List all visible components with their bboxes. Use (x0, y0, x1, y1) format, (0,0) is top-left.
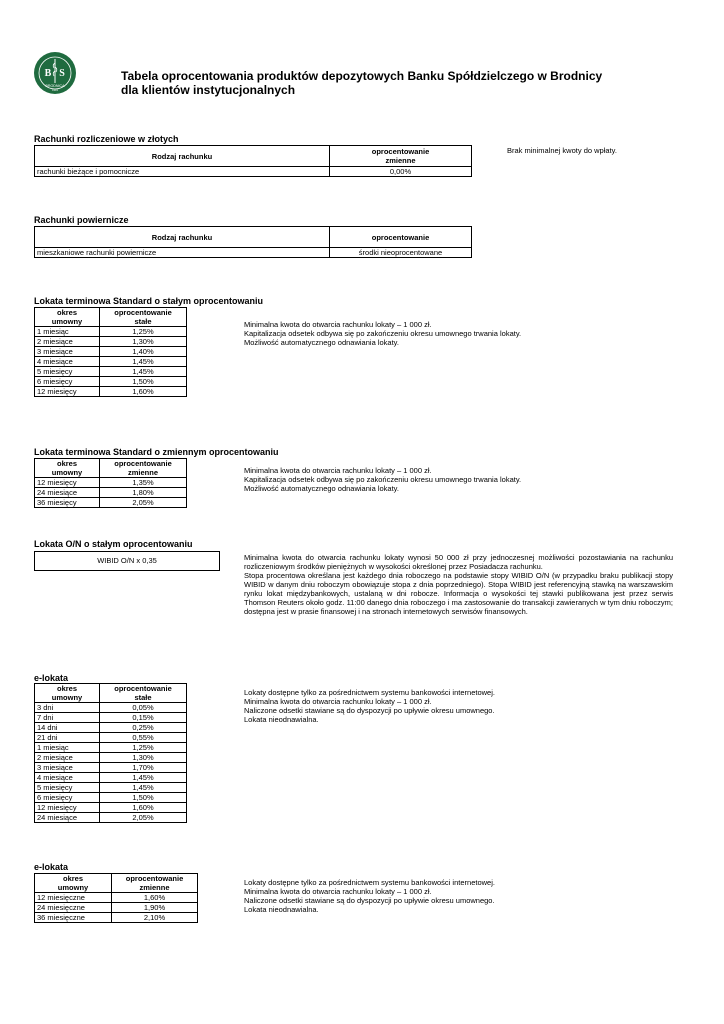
cell-okres: 7 dni (35, 713, 100, 723)
cell-okres: 1 miesiąc (35, 743, 100, 753)
cell-rate: 1,60% (112, 893, 198, 903)
cell-rate: 1,35% (100, 478, 187, 488)
note-line: Kapitalizacja odsetek odbywa się po zakończeniu okresu umownego trwania lokaty. (244, 475, 522, 484)
table-row (35, 478, 187, 488)
row-value: 0,00% (330, 167, 472, 177)
table-row (35, 377, 187, 387)
table-standard-zmienny (34, 458, 187, 508)
row-value: środki nieoprocentowane (330, 248, 472, 258)
page-title-line-2: dla klientów instytucjonalnych (121, 83, 296, 97)
table-row (35, 703, 187, 713)
cell-okres: 3 dni (35, 703, 100, 713)
col-header-rate-line2: stałe (134, 317, 152, 326)
cell-rate: 0,25% (100, 723, 187, 733)
logo-letter-s: S (59, 68, 65, 79)
logo-letter-b: B (44, 68, 52, 79)
notes-elokata-2 (244, 878, 495, 914)
table-row (35, 327, 187, 337)
note-line: Możliwość automatycznego odnawiania lokaty. (244, 338, 399, 347)
note-rozliczeniowe: Brak minimalnej kwoty do wpłaty. (507, 146, 617, 155)
row-label: mieszkaniowe rachunki powiernicze (35, 248, 330, 258)
notes-elokata-1 (244, 688, 495, 724)
cell-rate: 1,30% (100, 753, 187, 763)
cell-rate: 1,45% (100, 773, 187, 783)
col-header-okres (35, 459, 100, 478)
note-line: Lokaty dostępne tylko za pośrednictwem systemu bankowości internetowej. (244, 688, 495, 697)
table-row (35, 248, 472, 258)
notes-standard-staly (244, 320, 521, 347)
table-elokata-1 (34, 683, 187, 823)
cell-rate: 1,80% (100, 488, 187, 498)
cell-rate: 1,45% (100, 783, 187, 793)
col-header-okres-line2: umowny (51, 468, 83, 477)
cell-okres: 12 miesięcy (35, 803, 100, 813)
note-line: Kapitalizacja odsetek odbywa się po zakończeniu okresu umownego trwania lokaty. (244, 329, 522, 338)
col-header-rate (100, 684, 187, 703)
note-line: Lokata nieodnawialna. (244, 905, 319, 914)
cell-okres: 6 miesięcy (35, 377, 100, 387)
col-header-okres (35, 308, 100, 327)
section-title-elokata-2: e-lokata (34, 862, 69, 872)
col-header-oprocentowanie (330, 146, 472, 167)
cell-rate: 1,60% (100, 803, 187, 813)
notes-standard-zmienny (244, 466, 521, 493)
col-header-oprocentowanie: oprocentowanie (330, 227, 472, 248)
cell-rate: 1,70% (100, 763, 187, 773)
table-row (35, 763, 187, 773)
cell-okres: 12 miesięcy (35, 478, 100, 488)
section-title-standard-zmienny: Lokata terminowa Standard o zmiennym oprocentowaniu (34, 447, 279, 457)
col-header-rodzaj: Rodzaj rachunku (35, 227, 330, 248)
col-header-rate-line2: zmienne (127, 468, 158, 477)
table-row (35, 337, 187, 347)
cell-okres: 12 miesięczne (35, 893, 112, 903)
cell-okres: 12 miesięcy (35, 387, 100, 397)
col-header-okres-line1: okres (56, 684, 77, 693)
section-title-elokata-1: e-lokata (34, 673, 69, 683)
col-header-rate-line1: oprocentowanie (114, 308, 172, 317)
cell-okres: 5 miesięcy (35, 367, 100, 377)
note-line: Lokata nieodnawialna. (244, 715, 319, 724)
table-row (35, 723, 187, 733)
cell-okres: 2 miesiące (35, 753, 100, 763)
col-header-rodzaj: Rodzaj rachunku (35, 146, 330, 167)
cell-okres: 14 dni (35, 723, 100, 733)
table-row (35, 733, 187, 743)
cell-okres: 4 miesiące (35, 773, 100, 783)
note-line: Minimalna kwota do otwarcia rachunku lokaty – 1 000 zł. (244, 697, 432, 706)
table-row (35, 783, 187, 793)
table-row (35, 903, 198, 913)
col-header-okres-line2: umowny (51, 693, 83, 702)
table-rozliczeniowe (34, 145, 472, 177)
table-row (35, 753, 187, 763)
table-elokata-2 (34, 873, 198, 923)
notes-on (244, 553, 673, 616)
col-header-oprocentowanie-line1: oprocentowanie (371, 147, 430, 156)
cell-rate: 2,10% (112, 913, 198, 923)
cell-rate: 1,45% (100, 357, 187, 367)
cell-okres: 24 miesięczne (35, 903, 112, 913)
table-row (35, 498, 187, 508)
section-title-standard-staly: Lokata terminowa Standard o stałym oprocentowaniu (34, 296, 264, 306)
col-header-rate (112, 874, 198, 893)
col-header-rate (100, 459, 187, 478)
page-title (121, 69, 602, 97)
table-row (35, 893, 198, 903)
cell-okres: 1 miesiąc (35, 327, 100, 337)
cell-okres: 36 miesięczne (35, 913, 112, 923)
table-row (35, 387, 187, 397)
note-line: Możliwość automatycznego odnawiania lokaty. (244, 484, 399, 493)
cell-rate: 0,05% (100, 703, 187, 713)
table-row (35, 773, 187, 783)
section-title-powiernicze: Rachunki powiernicze (34, 215, 129, 225)
cell-rate: 1,50% (100, 793, 187, 803)
table-body (35, 703, 187, 823)
cell-rate: 1,25% (100, 743, 187, 753)
cell-rate: 0,15% (100, 713, 187, 723)
table-row (35, 713, 187, 723)
table-standard-staly (34, 307, 187, 397)
table-row (35, 793, 187, 803)
table-row (35, 357, 187, 367)
table-row (35, 743, 187, 753)
bank-logo (33, 51, 77, 95)
note-line: Minimalna kwota do otwarcia rachunku lokaty – 1 000 zł. (244, 320, 432, 329)
table-row (35, 913, 198, 923)
col-header-okres-line2: umowny (51, 317, 83, 326)
col-header-okres (35, 684, 100, 703)
col-header-oprocentowanie-line2: zmienne (385, 156, 416, 165)
col-header-okres-line1: okres (56, 459, 77, 468)
cell-okres: 24 miesiące (35, 813, 100, 823)
cell-okres: 21 dni (35, 733, 100, 743)
wibid-box: WIBID O/N x 0,35 (34, 551, 220, 571)
cell-rate: 1,40% (100, 347, 187, 357)
section-title-on: Lokata O/N o stałym oprocentowaniu (34, 539, 193, 549)
table-row (35, 488, 187, 498)
col-header-rate-line1: oprocentowanie (114, 459, 172, 468)
logo-year: 1919 (52, 89, 58, 92)
cell-okres: 2 miesiące (35, 337, 100, 347)
cell-okres: 6 miesięcy (35, 793, 100, 803)
logo-ring-text: BRODNICA (45, 84, 65, 88)
cell-okres: 24 miesiące (35, 488, 100, 498)
note-paragraph: Minimalna kwota do otwarcia rachunku lokaty wynosi 50 000 zł przy jednoczesnej możliwości pozostawiania na rachunku rozliczeniowym środków pieniężnych w wysokości określonej przez Posiadacza rachunku. (244, 553, 673, 571)
note-line: Minimalna kwota do otwarcia rachunku lokaty – 1 000 zł. (244, 466, 432, 475)
cell-okres: 36 miesięcy (35, 498, 100, 508)
cell-rate: 1,50% (100, 377, 187, 387)
table-body (35, 478, 187, 508)
table-row (35, 803, 187, 813)
cell-okres: 4 miesiące (35, 357, 100, 367)
cell-rate: 2,05% (100, 813, 187, 823)
note-line: Naliczone odsetki stawiane są do dyspozycji po upływie okresu umownego. (244, 706, 495, 715)
cell-rate: 1,30% (100, 337, 187, 347)
col-header-okres-line1: okres (56, 308, 77, 317)
section-title-rozliczeniowe: Rachunki rozliczeniowe w złotych (34, 134, 179, 144)
cell-rate: 1,90% (112, 903, 198, 913)
col-header-okres (35, 874, 112, 893)
cell-rate: 1,25% (100, 327, 187, 337)
row-label: rachunki bieżące i pomocnicze (35, 167, 330, 177)
table-row (35, 167, 472, 177)
page-title-line-1: Tabela oprocentowania produktów depozytowych Banku Spółdzielczego w Brodnicy (121, 69, 603, 83)
note-line: Naliczone odsetki stawiane są do dyspozycji po upływie okresu umownego. (244, 896, 495, 905)
cell-okres: 3 miesiące (35, 763, 100, 773)
cell-rate: 0,55% (100, 733, 187, 743)
note-line: Lokaty dostępne tylko za pośrednictwem systemu bankowości internetowej. (244, 878, 495, 887)
note-paragraph: Stopa procentowa określana jest każdego dnia roboczego na podstawie stopy WIBID O/N (w przypadku braku publikacji stopy WIBID w danym dniu roboczym obowiązuje stopa z dnia poprzedniego). Stopa WIBID jest referencyjną stawką na warszawskim rynku lokat międzybankowych, ustalaną w dni robocze. Informacja o wysokości tej stawki publikowana jest przez serwis Thomson Reuters około godz. 11:00 danego dnia roboczego i ma zastosowanie do transakcji zawieranych w tym dniu roboczym; dostępna jest w prasie finansowej i na stronach internetowych serwisów finansowych. (244, 571, 673, 616)
table-row (35, 813, 187, 823)
cell-okres: 3 miesiące (35, 347, 100, 357)
table-powiernicze (34, 226, 472, 258)
table-body (35, 327, 187, 397)
table-row (35, 367, 187, 377)
table-body (35, 893, 198, 923)
table-row (35, 347, 187, 357)
cell-rate: 1,60% (100, 387, 187, 397)
cell-okres: 5 miesięcy (35, 783, 100, 793)
col-header-rate-line2: zmienne (139, 883, 170, 892)
col-header-rate (100, 308, 187, 327)
col-header-rate-line1: oprocentowanie (114, 684, 172, 693)
note-line: Minimalna kwota do otwarcia rachunku lokaty – 1 000 zł. (244, 887, 432, 896)
col-header-rate-line2: stałe (134, 693, 152, 702)
cell-rate: 1,45% (100, 367, 187, 377)
col-header-okres-line2: umowny (57, 883, 89, 892)
col-header-okres-line1: okres (62, 874, 83, 883)
col-header-rate-line1: oprocentowanie (125, 874, 184, 883)
cell-rate: 2,05% (100, 498, 187, 508)
